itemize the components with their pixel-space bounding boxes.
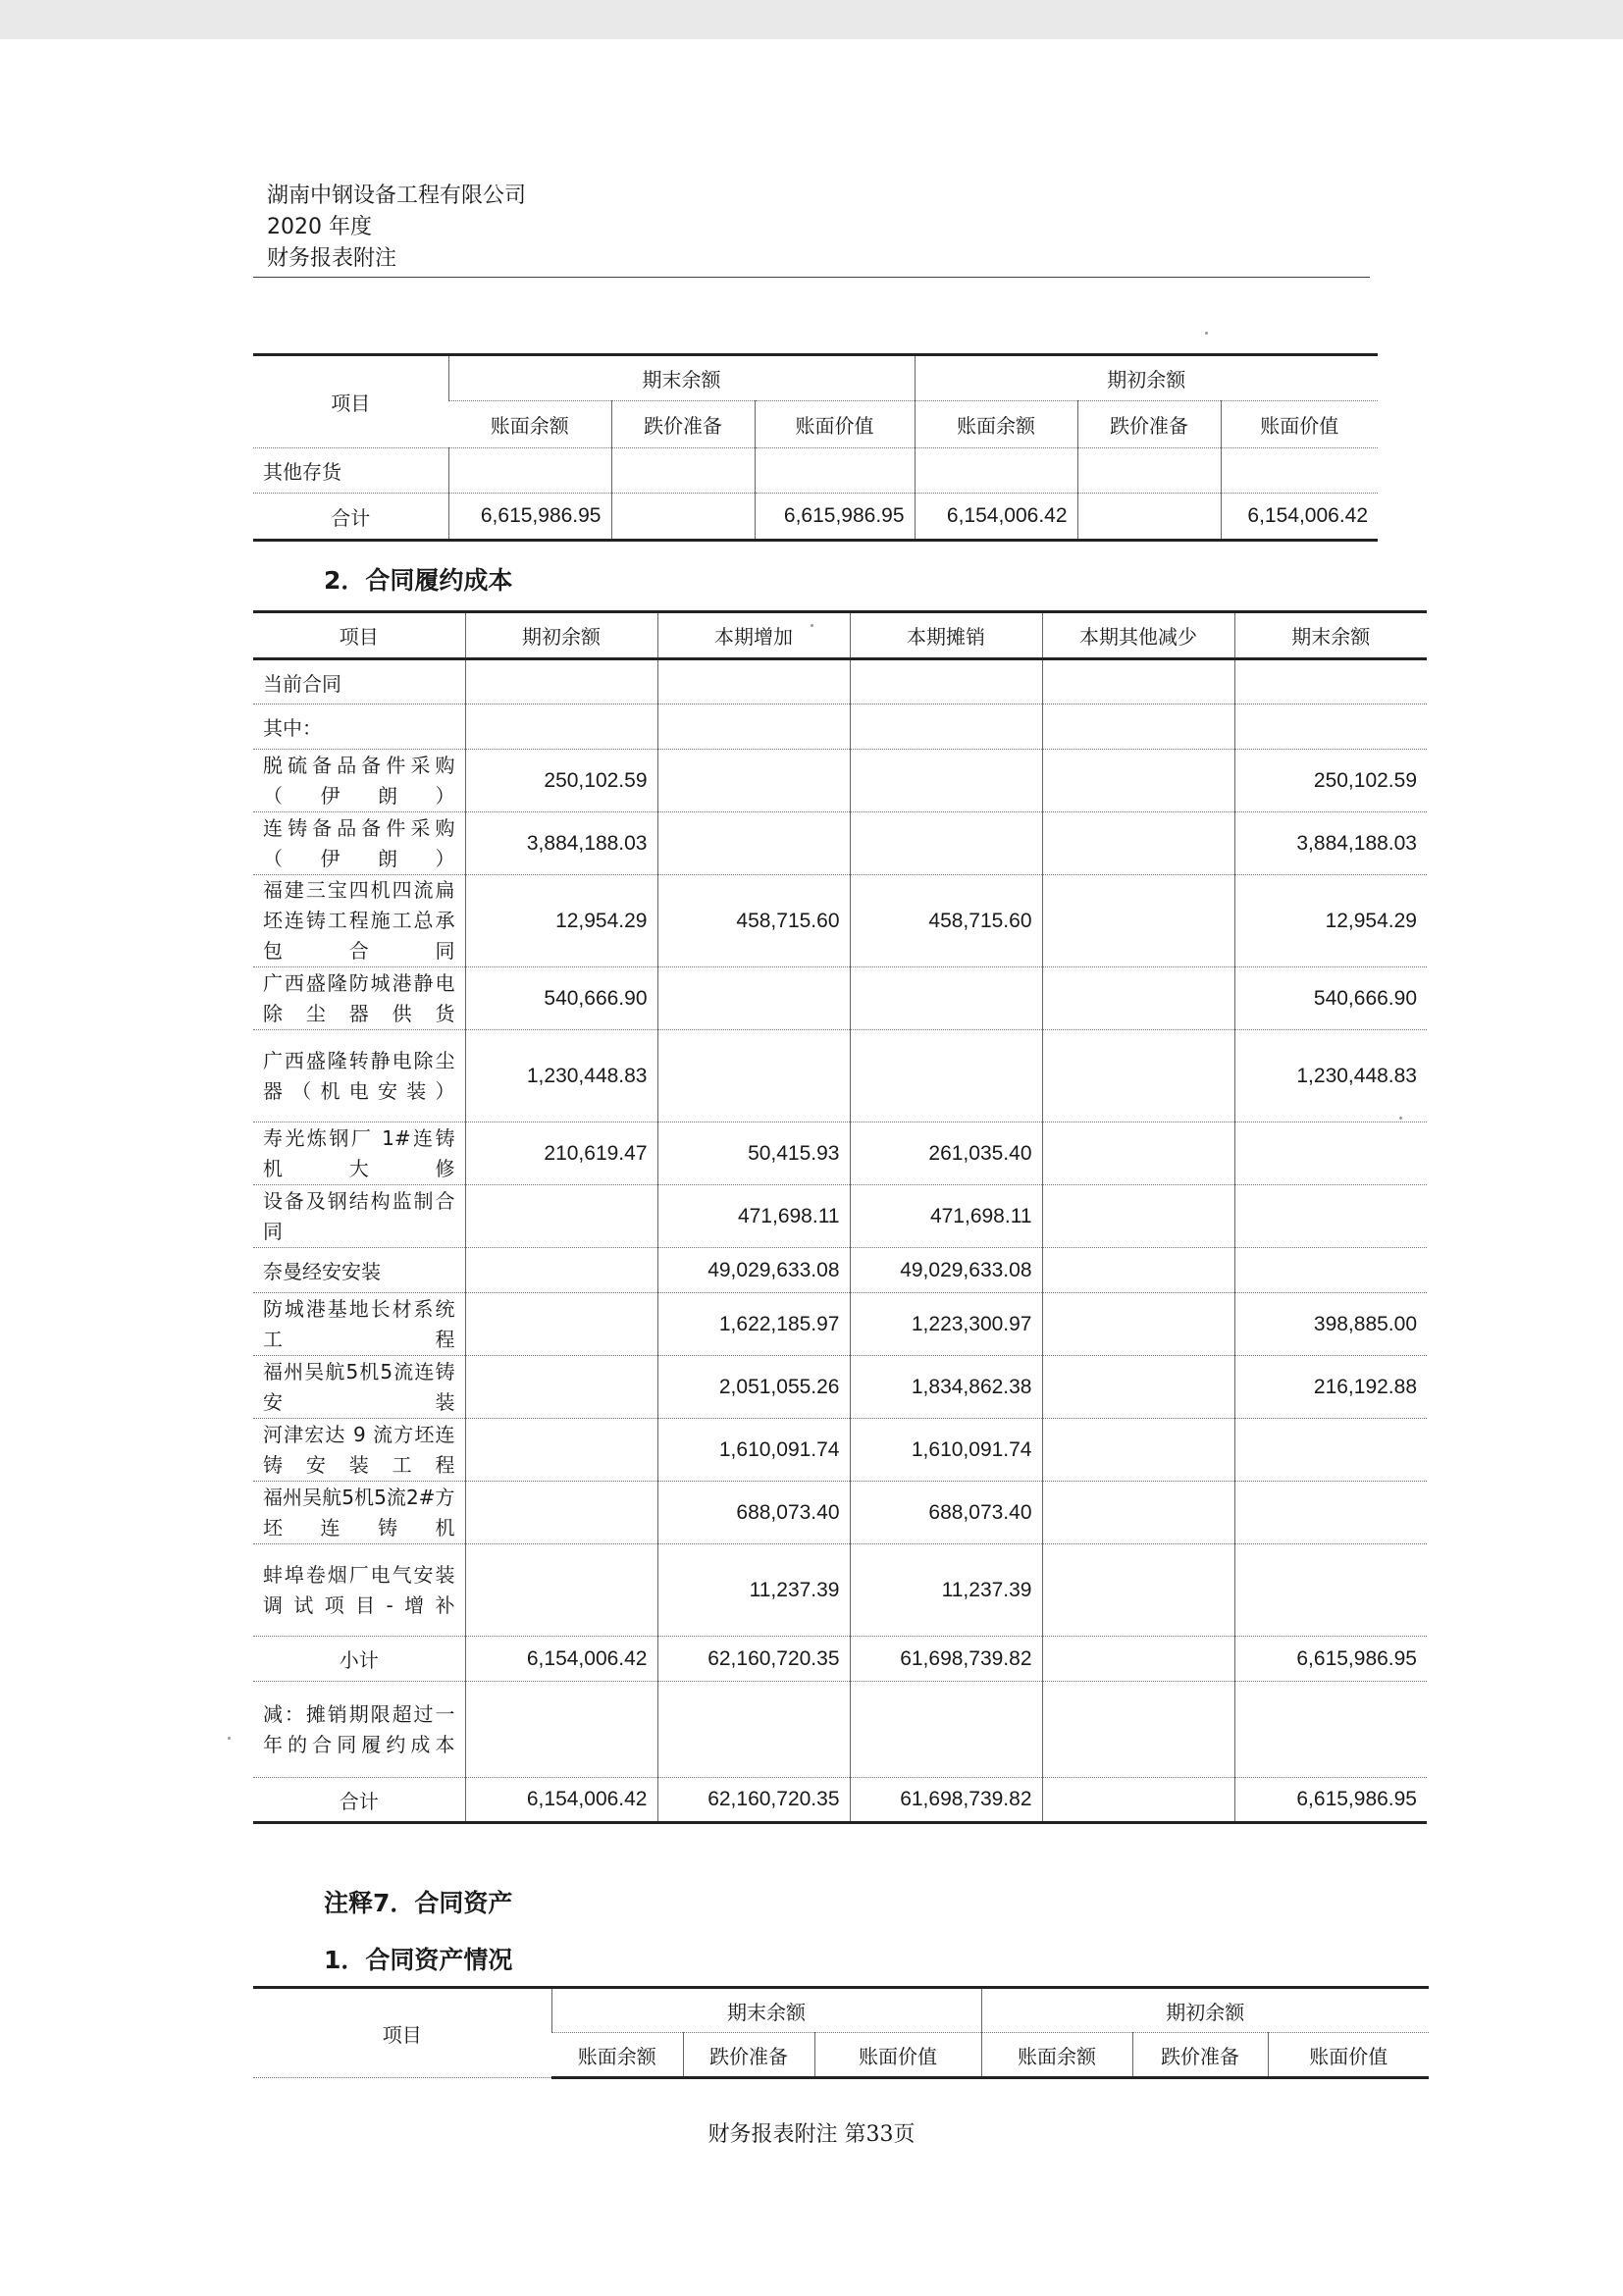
cell bbox=[611, 494, 755, 541]
document-title: 财务报表附注 bbox=[267, 246, 397, 271]
cell bbox=[1042, 967, 1234, 1030]
row-label: 广西盛隆防城港静电除尘器供货 bbox=[253, 967, 465, 1030]
row-label: 河津宏达 9 流方坯连铸安装工程 bbox=[253, 1419, 465, 1482]
begin-balance-header: 期初余额 bbox=[915, 355, 1378, 401]
col-header: 本期摊销 bbox=[850, 612, 1042, 659]
note-7-title: 注释7．合同资产 bbox=[324, 1889, 513, 1917]
cell bbox=[1042, 1185, 1234, 1248]
cell: 12,954.29 bbox=[1234, 875, 1427, 967]
sub-header: 跌价准备 bbox=[1132, 2033, 1268, 2078]
cell: 1,230,448.83 bbox=[465, 1030, 657, 1122]
cell: 49,029,633.08 bbox=[657, 1248, 850, 1293]
cell: 210,619.47 bbox=[465, 1122, 657, 1185]
cell bbox=[1042, 1356, 1234, 1419]
cell bbox=[1042, 1419, 1234, 1482]
cell: 398,885.00 bbox=[1234, 1293, 1427, 1356]
cell bbox=[850, 1682, 1042, 1778]
sub-header: 账面余额 bbox=[915, 401, 1077, 448]
cell: 11,237.39 bbox=[657, 1544, 850, 1637]
cell bbox=[465, 1482, 657, 1544]
cell: 61,698,739.82 bbox=[850, 1637, 1042, 1682]
table-row bbox=[253, 967, 1427, 1030]
sub-header: 账面余额 bbox=[551, 2033, 683, 2078]
sub-header: 跌价准备 bbox=[1077, 401, 1221, 448]
cell bbox=[465, 704, 657, 750]
contract-cost-table bbox=[253, 610, 1427, 1824]
cell: 61,698,739.82 bbox=[850, 1778, 1042, 1823]
cell: 2,051,055.26 bbox=[657, 1356, 850, 1419]
table-row bbox=[253, 1778, 1427, 1823]
cell bbox=[1042, 1682, 1234, 1778]
sub-header: 账面价值 bbox=[755, 401, 915, 448]
table-row bbox=[253, 1185, 1427, 1248]
cell bbox=[1234, 1185, 1427, 1248]
cell bbox=[1234, 1682, 1427, 1778]
cell bbox=[1234, 1248, 1427, 1293]
cell: 471,698.11 bbox=[657, 1185, 850, 1248]
cell bbox=[1234, 1544, 1427, 1637]
cell bbox=[465, 1356, 657, 1419]
cell bbox=[465, 659, 657, 704]
cell: 6,615,986.95 bbox=[448, 494, 611, 541]
row-label: 奈曼经安安装 bbox=[253, 1248, 465, 1293]
cell: 216,192.88 bbox=[1234, 1356, 1427, 1419]
cell bbox=[850, 967, 1042, 1030]
row-label: 设备及钢结构监制合同 bbox=[253, 1185, 465, 1248]
row-label: 其他存货 bbox=[253, 448, 448, 494]
table-row bbox=[253, 1637, 1427, 1682]
cell bbox=[657, 812, 850, 875]
cell bbox=[1042, 812, 1234, 875]
scan-top-band bbox=[0, 0, 1623, 39]
section-2-title: 2．合同履约成本 bbox=[324, 566, 513, 595]
cell bbox=[1234, 1482, 1427, 1544]
cell bbox=[1234, 704, 1427, 750]
cell: 1,610,091.74 bbox=[657, 1419, 850, 1482]
row-label: 脱硫备品备件采购（伊朗） bbox=[253, 750, 465, 812]
cell bbox=[657, 967, 850, 1030]
header-divider bbox=[253, 277, 1370, 278]
row-label: 福建三宝四机四流扁坯连铸工程施工总承包合同 bbox=[253, 875, 465, 967]
row-label: 减：摊销期限超过一年的合同履约成本 bbox=[253, 1682, 465, 1778]
page-header bbox=[267, 181, 526, 275]
cell bbox=[755, 448, 915, 494]
table-row bbox=[253, 1682, 1427, 1778]
cell bbox=[1042, 750, 1234, 812]
cell: 1,610,091.74 bbox=[850, 1419, 1042, 1482]
table-row bbox=[253, 1293, 1427, 1356]
row-label: 防城港基地长材系统工程 bbox=[253, 1293, 465, 1356]
table-row bbox=[253, 1248, 1427, 1293]
cell bbox=[1042, 1030, 1234, 1122]
cell bbox=[465, 1682, 657, 1778]
cell bbox=[465, 1248, 657, 1293]
company-name: 湖南中钢设备工程有限公司 bbox=[267, 183, 527, 208]
cell bbox=[850, 1030, 1042, 1122]
cell bbox=[1042, 1482, 1234, 1544]
cell bbox=[850, 704, 1042, 750]
cell bbox=[915, 448, 1077, 494]
section-1-title: 1．合同资产情况 bbox=[324, 1946, 513, 1974]
cell bbox=[465, 1544, 657, 1637]
cell: 49,029,633.08 bbox=[850, 1248, 1042, 1293]
row-label: 蚌埠卷烟厂电气安装调试项目-增补 bbox=[253, 1544, 465, 1637]
row-label: 当前合同 bbox=[253, 659, 465, 704]
row-label: 小计 bbox=[253, 1637, 465, 1682]
cell: 250,102.59 bbox=[465, 750, 657, 812]
cell: 688,073.40 bbox=[657, 1482, 850, 1544]
end-balance-header: 期末余额 bbox=[448, 355, 915, 401]
cell bbox=[1042, 1248, 1234, 1293]
table-row bbox=[253, 875, 1427, 967]
cell: 458,715.60 bbox=[850, 875, 1042, 967]
end-balance-header: 期末余额 bbox=[551, 1988, 981, 2033]
scan-speck bbox=[811, 624, 813, 627]
cell bbox=[657, 1682, 850, 1778]
item-header: 项目 bbox=[253, 355, 448, 448]
sub-header: 账面余额 bbox=[448, 401, 611, 448]
cell: 540,666.90 bbox=[465, 967, 657, 1030]
cell bbox=[1042, 1122, 1234, 1185]
contract-assets-table bbox=[253, 1986, 1429, 2079]
cell bbox=[1042, 1778, 1234, 1823]
cell: 50,415.93 bbox=[657, 1122, 850, 1185]
table-row bbox=[253, 1419, 1427, 1482]
cell bbox=[850, 659, 1042, 704]
cell bbox=[1234, 1122, 1427, 1185]
col-header-item: 项目 bbox=[253, 612, 465, 659]
cell bbox=[465, 1293, 657, 1356]
cell bbox=[1077, 494, 1221, 541]
cell: 261,035.40 bbox=[850, 1122, 1042, 1185]
cell: 3,884,188.03 bbox=[1234, 812, 1427, 875]
cell: 62,160,720.35 bbox=[657, 1637, 850, 1682]
begin-balance-header: 期初余额 bbox=[981, 1988, 1429, 2033]
table-row bbox=[253, 1544, 1427, 1637]
cell bbox=[1042, 1637, 1234, 1682]
cell: 1,834,862.38 bbox=[850, 1356, 1042, 1419]
table-row bbox=[253, 448, 1378, 494]
sub-header: 跌价准备 bbox=[683, 2033, 814, 2078]
cell: 250,102.59 bbox=[1234, 750, 1427, 812]
scan-speck bbox=[228, 1737, 231, 1740]
col-header: 期初余额 bbox=[465, 612, 657, 659]
item-header: 项目 bbox=[253, 1988, 551, 2078]
table-row bbox=[253, 812, 1427, 875]
cell bbox=[1042, 1544, 1234, 1637]
cell: 6,154,006.42 bbox=[915, 494, 1077, 541]
cell: 1,622,185.97 bbox=[657, 1293, 850, 1356]
cell: 458,715.60 bbox=[657, 875, 850, 967]
row-label: 寿光炼钢厂 1#连铸机大修 bbox=[253, 1122, 465, 1185]
table-row bbox=[253, 750, 1427, 812]
inventory-table bbox=[253, 353, 1378, 542]
cell bbox=[657, 659, 850, 704]
table-row bbox=[253, 704, 1427, 750]
cell bbox=[1077, 448, 1221, 494]
cell: 6,154,006.42 bbox=[1221, 494, 1378, 541]
cell: 62,160,720.35 bbox=[657, 1778, 850, 1823]
cell bbox=[1042, 875, 1234, 967]
cell: 6,615,986.95 bbox=[1234, 1778, 1427, 1823]
report-year: 2020 年度 bbox=[267, 215, 372, 239]
cell bbox=[850, 812, 1042, 875]
sub-header: 账面价值 bbox=[1268, 2033, 1429, 2078]
cell: 6,615,986.95 bbox=[755, 494, 915, 541]
cell: 12,954.29 bbox=[465, 875, 657, 967]
cell bbox=[1234, 659, 1427, 704]
table-row bbox=[253, 659, 1427, 704]
cell: 6,154,006.42 bbox=[465, 1778, 657, 1823]
cell bbox=[1042, 1293, 1234, 1356]
cell bbox=[465, 1419, 657, 1482]
row-label: 广西盛隆转静电除尘器（机电安装） bbox=[253, 1030, 465, 1122]
table-row bbox=[253, 1356, 1427, 1419]
row-label: 合计 bbox=[253, 494, 448, 541]
row-label: 合计 bbox=[253, 1778, 465, 1823]
sub-header: 账面价值 bbox=[814, 2033, 981, 2078]
cell bbox=[657, 704, 850, 750]
sub-header: 账面价值 bbox=[1221, 401, 1378, 448]
table-row bbox=[253, 1482, 1427, 1544]
cell bbox=[657, 750, 850, 812]
table-row bbox=[253, 494, 1378, 541]
row-label: 连铸备品备件采购（伊朗） bbox=[253, 812, 465, 875]
sub-header: 跌价准备 bbox=[611, 401, 755, 448]
cell: 3,884,188.03 bbox=[465, 812, 657, 875]
row-label: 其中： bbox=[253, 704, 465, 750]
cell bbox=[850, 750, 1042, 812]
cell bbox=[1042, 659, 1234, 704]
col-header: 本期其他减少 bbox=[1042, 612, 1234, 659]
col-header: 本期增加 bbox=[657, 612, 850, 659]
cell: 471,698.11 bbox=[850, 1185, 1042, 1248]
cell: 1,223,300.97 bbox=[850, 1293, 1042, 1356]
cell bbox=[1221, 448, 1378, 494]
cell bbox=[611, 448, 755, 494]
cell: 6,615,986.95 bbox=[1234, 1637, 1427, 1682]
cell: 1,230,448.83 bbox=[1234, 1030, 1427, 1122]
table-row bbox=[253, 1122, 1427, 1185]
table-row bbox=[253, 1030, 1427, 1122]
cell bbox=[1042, 704, 1234, 750]
cell bbox=[1234, 1419, 1427, 1482]
scan-speck bbox=[1399, 1117, 1402, 1120]
cell: 11,237.39 bbox=[850, 1544, 1042, 1637]
page-footer: 财务报表附注 第33页 bbox=[707, 2122, 916, 2147]
cell bbox=[465, 1185, 657, 1248]
cell: 6,154,006.42 bbox=[465, 1637, 657, 1682]
sub-header: 账面余额 bbox=[981, 2033, 1132, 2078]
cell bbox=[657, 1030, 850, 1122]
row-label: 福州吴航5机5流2#方坯连铸机 bbox=[253, 1482, 465, 1544]
cell: 688,073.40 bbox=[850, 1482, 1042, 1544]
col-header: 期末余额 bbox=[1234, 612, 1427, 659]
cell: 540,666.90 bbox=[1234, 967, 1427, 1030]
scan-speck bbox=[1205, 332, 1208, 335]
row-label: 福州吴航5机5流连铸安装 bbox=[253, 1356, 465, 1419]
cell bbox=[448, 448, 611, 494]
